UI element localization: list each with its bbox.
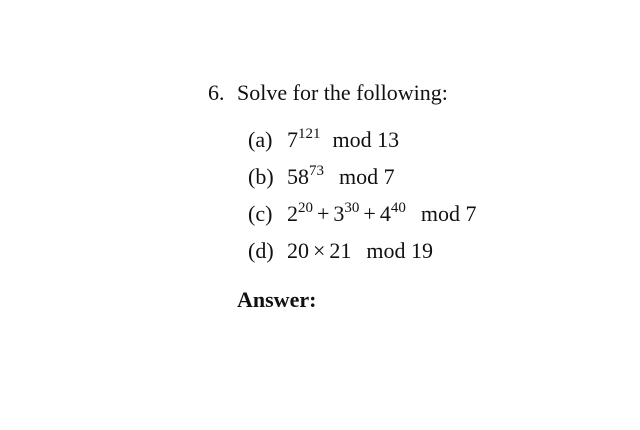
exponent: 121 — [298, 126, 321, 142]
base: 2 — [287, 201, 298, 226]
times-operator: × — [313, 238, 326, 263]
problem-heading-text: Solve for the following: — [237, 80, 448, 105]
sub-question-label: (d) — [248, 238, 274, 263]
plus-operator: + — [363, 201, 376, 226]
base: 4 — [379, 201, 391, 226]
sub-question-a — [248, 127, 399, 153]
problem-number: 6. — [208, 80, 225, 105]
plus-operator: + — [317, 201, 330, 226]
sub-question-label: (c) — [248, 201, 273, 226]
answer-label: Answer: — [237, 287, 317, 312]
modulus: mod 19 — [366, 238, 434, 263]
sub-question-b — [248, 164, 395, 190]
modulus: mod 13 — [332, 127, 400, 152]
operand: 21 — [329, 238, 352, 263]
exponent: 40 — [390, 200, 406, 216]
exponent: 20 — [298, 200, 313, 216]
sub-question-label: (b) — [248, 164, 274, 189]
operand: 20 — [287, 238, 309, 263]
sub-question-d — [248, 238, 433, 264]
problem-heading — [208, 80, 628, 106]
sub-question-label: (a) — [248, 127, 273, 152]
modulus: mod 7 — [339, 164, 395, 189]
base: 3 — [333, 201, 345, 226]
exponent: 30 — [344, 200, 360, 216]
modulus: mod 7 — [420, 201, 477, 226]
base: 58 — [287, 164, 309, 189]
sub-question-c — [248, 201, 476, 227]
base: 7 — [287, 127, 298, 152]
problem-6 — [208, 80, 628, 312]
exponent: 73 — [309, 163, 324, 179]
